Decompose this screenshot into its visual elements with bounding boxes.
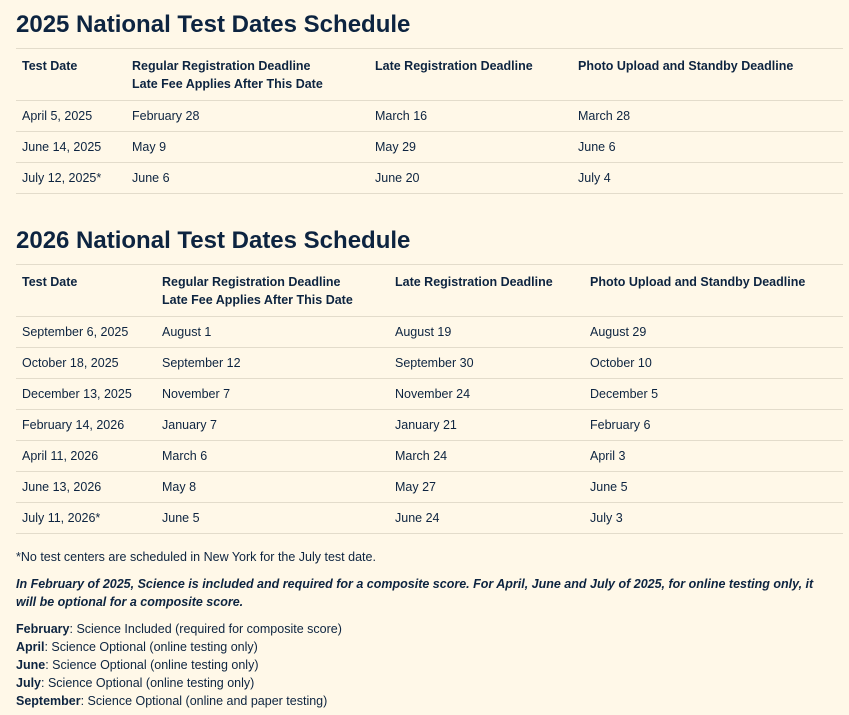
table-header-row (16, 265, 843, 317)
cell-photo-deadline: August 29 (584, 317, 843, 348)
science-list-month: June (16, 658, 46, 672)
cell-regular-deadline: August 1 (156, 317, 389, 348)
cell-regular-deadline: September 12 (156, 348, 389, 379)
science-list (16, 620, 831, 710)
science-list-month: July (16, 676, 42, 690)
header-regular-label: Regular Registration Deadline (132, 59, 311, 73)
header-regular-deadline (156, 265, 389, 317)
science-list-month: September (16, 694, 81, 708)
header-regular-label: Regular Registration Deadline (162, 275, 341, 289)
table-header-row (16, 49, 843, 101)
cell-photo-deadline: April 3 (584, 441, 843, 472)
science-list-month: April (16, 640, 45, 654)
cell-regular-deadline: May 8 (156, 472, 389, 503)
header-test-date: Test Date (16, 265, 156, 317)
table-row (16, 472, 843, 503)
header-regular-deadline (126, 49, 369, 101)
science-list-text: : Science Optional (online testing only) (45, 658, 259, 672)
cell-regular-deadline: June 5 (156, 503, 389, 534)
header-late-deadline: Late Registration Deadline (369, 49, 572, 101)
science-list-item (16, 656, 831, 674)
schedule-2026-title: 2026 National Test Dates Schedule (16, 227, 411, 254)
header-late-deadline: Late Registration Deadline (389, 265, 584, 317)
cell-test-date: October 18, 2025 (16, 348, 156, 379)
cell-regular-deadline: November 7 (156, 379, 389, 410)
science-list-item (16, 692, 831, 710)
table-row (16, 317, 843, 348)
cell-photo-deadline: June 5 (584, 472, 843, 503)
cell-photo-deadline: February 6 (584, 410, 843, 441)
schedule-2025-title: 2025 National Test Dates Schedule (16, 11, 411, 38)
cell-late-deadline: January 21 (389, 410, 584, 441)
cell-photo-deadline: July 3 (584, 503, 843, 534)
cell-regular-deadline: June 6 (126, 163, 369, 194)
schedule-2026-table (16, 264, 843, 534)
cell-test-date: April 5, 2025 (16, 101, 126, 132)
new-york-footnote: *No test centers are scheduled in New York for the July test date. (16, 550, 376, 564)
table-row (16, 410, 843, 441)
cell-photo-deadline: December 5 (584, 379, 843, 410)
science-list-item (16, 620, 831, 638)
cell-late-deadline: May 29 (369, 132, 572, 163)
cell-photo-deadline: October 10 (584, 348, 843, 379)
table-row (16, 132, 843, 163)
science-note: In February of 2025, Science is included and required for a composite score. For April, June and July of 2025, for online testing only, it will be optional for a composite score. (16, 577, 814, 609)
table-row (16, 441, 843, 472)
cell-late-deadline: June 20 (369, 163, 572, 194)
cell-late-deadline: May 27 (389, 472, 584, 503)
science-list-item (16, 674, 831, 692)
cell-photo-deadline: March 28 (572, 101, 843, 132)
cell-test-date: June 13, 2026 (16, 472, 156, 503)
header-regular-sublabel: Late Fee Applies After This Date (162, 293, 353, 307)
header-photo-deadline: Photo Upload and Standby Deadline (584, 265, 843, 317)
table-row (16, 379, 843, 410)
science-list-text: : Science Optional (online testing only) (41, 676, 255, 690)
cell-late-deadline: August 19 (389, 317, 584, 348)
science-list-month: February (16, 622, 70, 636)
cell-late-deadline: March 24 (389, 441, 584, 472)
cell-test-date: December 13, 2025 (16, 379, 156, 410)
cell-photo-deadline: July 4 (572, 163, 843, 194)
cell-late-deadline: September 30 (389, 348, 584, 379)
table-row (16, 163, 843, 194)
cell-regular-deadline: May 9 (126, 132, 369, 163)
cell-photo-deadline: June 6 (572, 132, 843, 163)
table-row (16, 101, 843, 132)
science-list-text: : Science Optional (online testing only) (44, 640, 258, 654)
science-list-item (16, 638, 831, 656)
cell-test-date: July 11, 2026* (16, 503, 156, 534)
cell-test-date: April 11, 2026 (16, 441, 156, 472)
cell-late-deadline: June 24 (389, 503, 584, 534)
cell-late-deadline: March 16 (369, 101, 572, 132)
cell-test-date: February 14, 2026 (16, 410, 156, 441)
cell-regular-deadline: January 7 (156, 410, 389, 441)
schedule-2025-table (16, 48, 843, 194)
cell-late-deadline: November 24 (389, 379, 584, 410)
table-row (16, 348, 843, 379)
header-regular-sublabel: Late Fee Applies After This Date (132, 77, 323, 91)
cell-test-date: September 6, 2025 (16, 317, 156, 348)
header-test-date: Test Date (16, 49, 126, 101)
cell-test-date: July 12, 2025* (16, 163, 126, 194)
header-photo-deadline: Photo Upload and Standby Deadline (572, 49, 843, 101)
cell-test-date: June 14, 2025 (16, 132, 126, 163)
cell-regular-deadline: March 6 (156, 441, 389, 472)
science-list-text: : Science Included (required for composite score) (69, 622, 342, 636)
table-row (16, 503, 843, 534)
cell-regular-deadline: February 28 (126, 101, 369, 132)
science-list-text: : Science Optional (online and paper testing) (80, 694, 328, 708)
